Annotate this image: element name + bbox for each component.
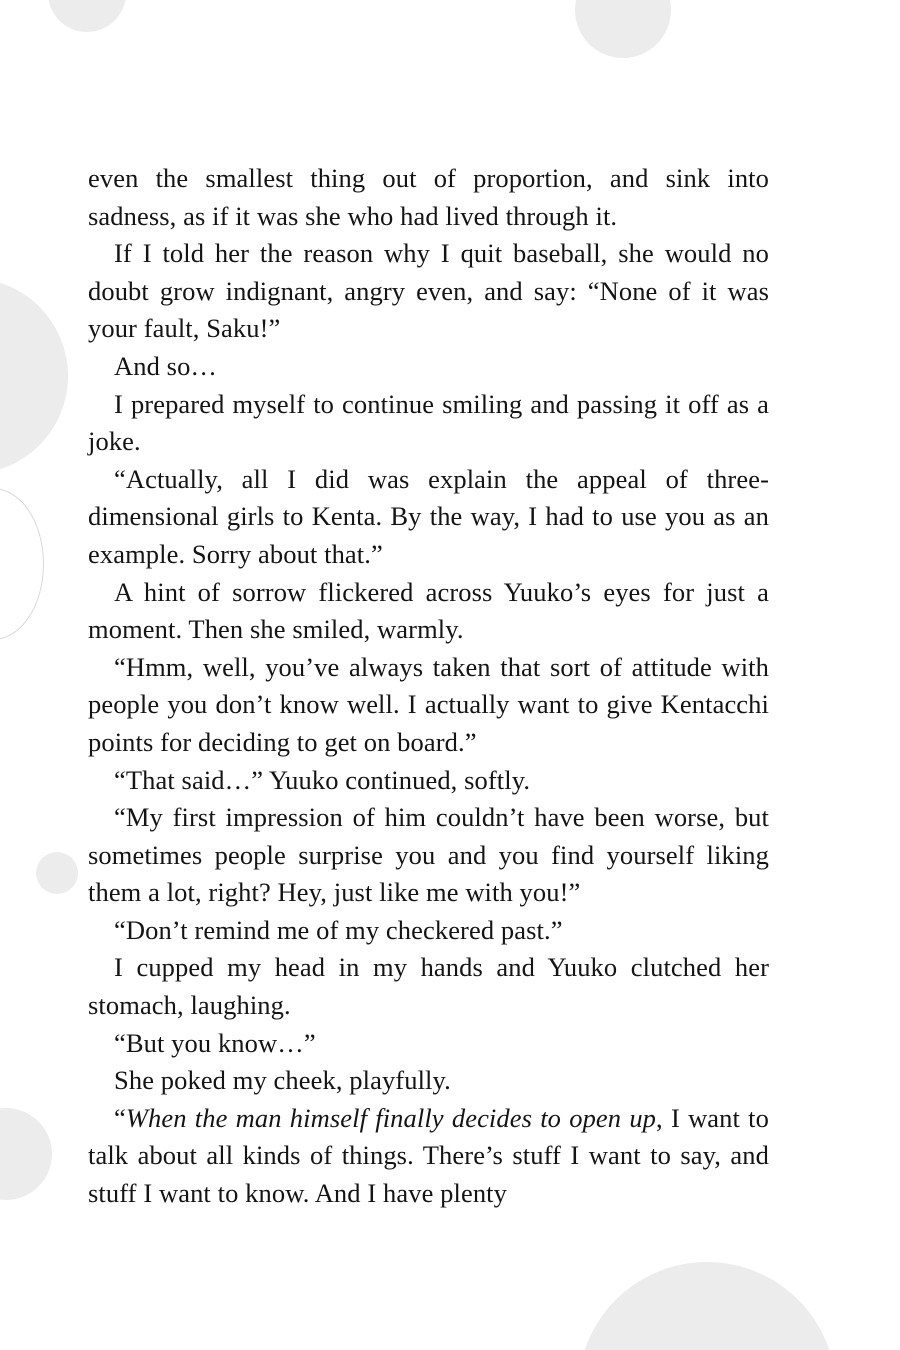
decorative-circle-left-outline: [0, 488, 44, 640]
text-run: , I want to talk about all kinds of things. There’s stuff I want to say, and stuff I want to know. And I have plenty: [88, 1102, 769, 1209]
text-run: even the smallest thing out of proportion, and sink into sadness, as if it was she who had lived through it.: [88, 163, 769, 231]
paragraph: [88, 235, 769, 348]
text-run: I cupped my head in my hands and Yuuko clutched her stomach, laughing.: [88, 952, 769, 1021]
decorative-circle-left-lower: [0, 1108, 52, 1200]
decorative-circle-left-large: [0, 278, 68, 474]
page-text-body: [88, 160, 769, 1213]
paragraph: [88, 799, 769, 912]
paragraph: [88, 461, 769, 574]
paragraph: [88, 386, 769, 461]
paragraph: [88, 649, 769, 762]
paragraph: [88, 574, 769, 649]
paragraph: [88, 1100, 769, 1213]
decorative-circle-top-right: [575, 0, 671, 58]
italic-text-run: When the man himself finally decides to open up: [125, 1102, 657, 1133]
text-run: “Don’t remind me of my checkered past.”: [114, 914, 563, 945]
text-run: And so…: [114, 350, 218, 381]
text-run: She poked my cheek, playfully.: [114, 1065, 451, 1096]
text-run: “That said…” Yuuko continued, softly.: [114, 764, 531, 795]
paragraph: [88, 1025, 769, 1063]
paragraph: [88, 762, 769, 800]
paragraph: [88, 348, 769, 386]
text-run: A hint of sorrow flickered across Yuuko’s eyes for just a moment. Then she smiled, warmly.: [88, 576, 769, 645]
text-run: “My first impression of him couldn’t have been worse, but sometimes people surprise you and you find yourself liking them a lot, right? Hey, just like me with you!”: [88, 802, 769, 908]
decorative-circle-top-left: [48, 0, 126, 32]
paragraph: [88, 160, 769, 235]
decorative-circle-bottom-right: [578, 1262, 836, 1350]
text-run: “: [114, 1102, 126, 1133]
paragraph: [88, 912, 769, 950]
paragraph: [88, 1062, 769, 1100]
text-run: “Hmm, well, you’ve always taken that sort of attitude with people you don’t know well. I actually want to give Kentacchi points for deciding to get on board.”: [88, 651, 769, 757]
text-run: If I told her the reason why I quit baseball, she would no doubt grow indignant, angry even, and say: “None of it was your fault, Saku!”: [88, 238, 769, 344]
decorative-circle-left-small: [36, 852, 78, 894]
paragraph: [88, 949, 769, 1024]
text-run: I prepared myself to continue smiling and passing it off as a joke.: [88, 388, 769, 457]
text-run: “Actually, all I did was explain the appeal of three-dimensional girls to Kenta. By the way, I had to use you as an example. Sorry about that.”: [88, 463, 769, 569]
text-run: “But you know…”: [114, 1027, 316, 1058]
